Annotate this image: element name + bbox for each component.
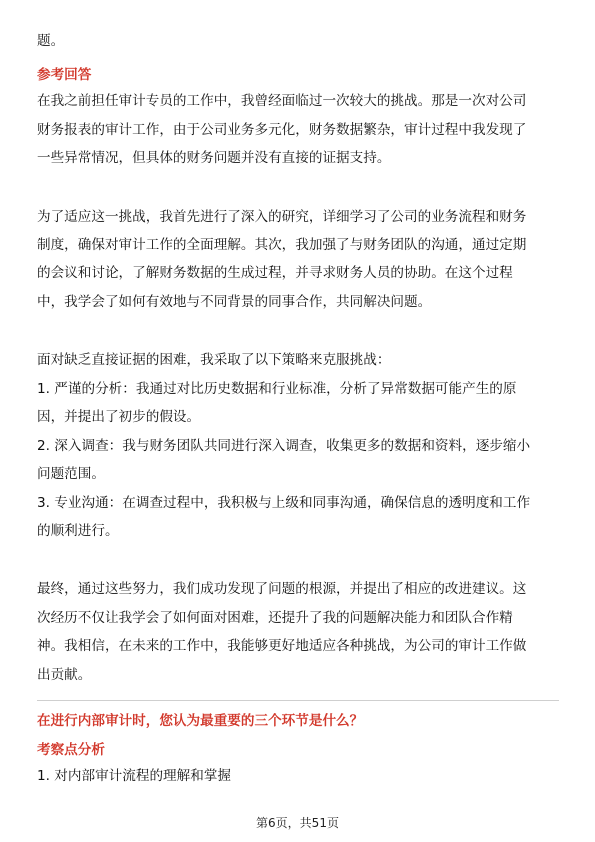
divider [37,700,559,701]
paragraph-line: 财务报表的审计工作，由于公司业务多元化，财务数据繁杂，审计过程中我发现了 [37,122,527,138]
question-heading: 在进行内部审计时，您认为最重要的三个环节是什么？ [37,713,364,729]
list-item-continuation: 问题范围。 [37,466,105,482]
reference-answer-heading: 参考回答 [37,67,92,83]
paragraph-line: 神。我相信，在未来的工作中，我能够更好地适应各种挑战，为公司的审计工作做 [37,638,527,654]
paragraph-line: 为了适应这一挑战，我首先进行了深入的研究，详细学习了公司的业务流程和财务 [37,209,527,225]
list-item: 3. 专业沟通：在调查过程中，我积极与上级和同事沟通，确保信息的透明度和工作 [37,495,531,511]
paragraph-line: 最终，通过这些努力，我们成功发现了问题的根源，并提出了相应的改进建议。这 [37,581,527,597]
list-item: 1. 严谨的分析：我通过对比历史数据和行业标准，分析了异常数据可能产生的原 [37,381,517,397]
paragraph-line: 制度，确保对审计工作的全面理解。其次，我加强了与财务团队的沟通，通过定期 [37,237,527,253]
analysis-heading: 考察点分析 [37,742,105,758]
list-item-continuation: 的顺利进行。 [37,523,119,539]
list-item: 1. 对内部审计流程的理解和掌握 [37,768,232,784]
list-item-continuation: 因，并提出了初步的假设。 [37,409,201,425]
paragraph-line: 中，我学会了如何有效地与不同背景的同事合作，共同解决问题。 [37,294,432,310]
paragraph-line: 的会议和讨论，了解财务数据的生成过程，并寻求财务人员的协助。在这个过程 [37,265,513,281]
paragraph-line: 一些异常情况，但具体的财务问题并没有直接的证据支持。 [37,150,391,166]
paragraph-line: 题。 [37,33,65,49]
page-number: 第6页，共51页 [256,816,339,830]
paragraph-line: 在我之前担任审计专员的工作中，我曾经面临过一次较大的挑战。那是一次对公司 [37,93,527,109]
list-item: 2. 深入调查：我与财务团队共同进行深入调查，收集更多的数据和资料，逐步缩小 [37,438,531,454]
paragraph-line: 面对缺乏直接证据的困难，我采取了以下策略来克服挑战： [37,352,391,368]
paragraph-line: 出贡献。 [37,667,92,683]
paragraph-line: 次经历不仅让我学会了如何面对困难，还提升了我的问题解决能力和团队合作精 [37,610,513,626]
